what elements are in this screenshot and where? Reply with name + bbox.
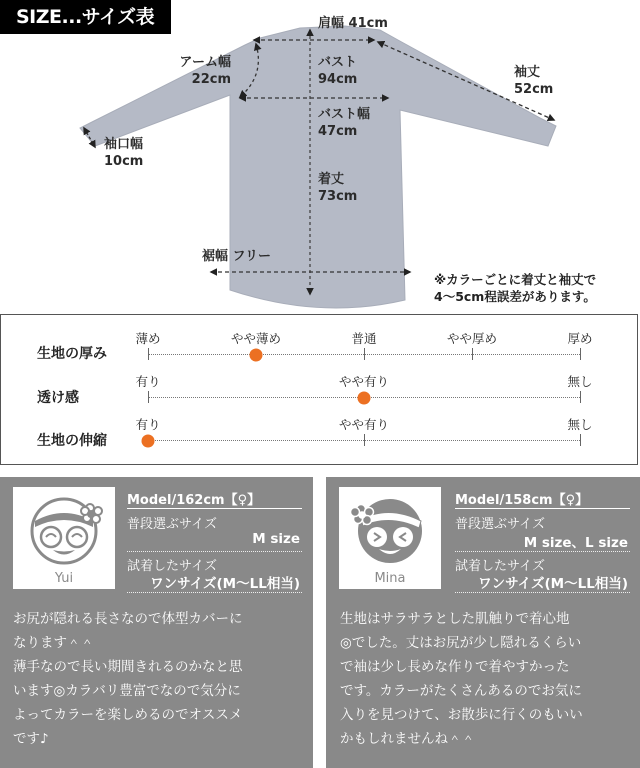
comment-line: ◎でした。丈はお尻が少し隠れるくらい — [340, 635, 582, 651]
bust-measurement — [318, 54, 357, 88]
comment-line: います◎カラバリ豊富でなので気分に — [13, 683, 241, 699]
model-header: Model/162cm【♀】 — [127, 493, 261, 508]
tick-label: やや有り — [338, 374, 390, 389]
length-value: 73cm — [318, 189, 358, 204]
divider — [127, 592, 302, 593]
size-chart-title: SIZE...サイズ表 — [0, 0, 171, 34]
model-header: Model/158cm【♀】 — [455, 493, 589, 508]
tick-label: 厚め — [567, 331, 593, 346]
garment-diagram — [0, 0, 640, 310]
divider — [127, 551, 302, 552]
stretch-marker — [142, 435, 155, 448]
comment-line: 入りを見つけて、お散歩に行くのもいい — [340, 707, 583, 723]
fabric-thickness-label: 生地の厚み — [37, 346, 107, 362]
tick — [148, 348, 149, 360]
comment-line: よってカラーを楽しめるのでオススメ — [13, 707, 243, 723]
comment-line: 生地はサラサラとした肌触りで着心地 — [340, 611, 570, 627]
bust-width-label: バスト幅 — [318, 107, 371, 122]
model-panel-yui — [0, 477, 313, 768]
comment-line: かもしれませんね＾＾ — [340, 731, 475, 747]
usual-size-value: M size — [252, 531, 300, 547]
divider — [127, 508, 302, 509]
model-comment — [13, 607, 243, 751]
usual-size-label: 普段選ぶサイズ — [127, 517, 217, 532]
bust-width-value: 47cm — [318, 124, 358, 139]
winking-face-icon — [339, 487, 441, 567]
note-line-2: 4〜5cm程誤差があります。 — [434, 289, 596, 304]
hem-width-label: 裾幅 — [202, 249, 229, 264]
transparency-marker — [358, 392, 371, 405]
divider — [455, 551, 630, 552]
measurement-note — [434, 271, 596, 305]
model-name: Yui — [54, 571, 74, 586]
bust-width-measurement — [318, 106, 370, 140]
comment-line: です。カラーがたくさんあるのでお気に — [340, 683, 582, 699]
arm-width-measurement — [173, 54, 231, 88]
length-measurement — [318, 171, 357, 205]
tick-label: 有り — [135, 374, 161, 389]
bust-value: 94cm — [318, 72, 358, 87]
stretch-label: 生地の伸縮 — [37, 433, 107, 449]
tried-size-label: 試着したサイズ — [455, 559, 545, 574]
note-line-1: ※カラーごとに着丈と袖丈で — [434, 272, 597, 287]
cuff-width-value: 10cm — [104, 154, 144, 169]
sleeve-length-value: 52cm — [514, 82, 554, 97]
model-name: Mina — [374, 571, 406, 586]
fabric-chart — [0, 314, 638, 465]
tried-size-label: 試着したサイズ — [127, 559, 217, 574]
tick — [148, 391, 149, 403]
shoulder-label: 肩幅 — [318, 16, 345, 31]
tick — [580, 391, 581, 403]
flower-icon — [81, 504, 102, 523]
divider — [455, 508, 630, 509]
tick-label: やや有り — [338, 417, 390, 432]
avatar-yui — [13, 487, 115, 589]
shoulder-measurement — [318, 15, 388, 32]
tick-label: 薄め — [135, 331, 161, 346]
cuff-width-label: 袖口幅 — [104, 137, 144, 152]
bust-label: バスト — [318, 55, 358, 70]
model-panel-mina — [326, 477, 640, 768]
tick-label: 無し — [567, 417, 593, 432]
tick — [580, 434, 581, 446]
model-comment — [340, 607, 583, 751]
comment-line: で袖は少し長めな作りで着やすかった — [340, 659, 570, 675]
tick — [364, 434, 365, 446]
tried-size-value: ワンサイズ(M〜LL相当) — [150, 576, 300, 592]
hem-width-value: フリー — [232, 249, 272, 264]
shoulder-value: 41cm — [348, 16, 388, 31]
thickness-marker — [250, 349, 263, 362]
sleeve-length-label: 袖丈 — [514, 65, 541, 80]
divider — [455, 592, 630, 593]
sleeve-length-measurement — [514, 64, 553, 98]
comment-line: です♪ — [13, 731, 49, 747]
smiling-face-icon — [13, 487, 115, 567]
tick — [364, 348, 365, 360]
arm-width-value: 22cm — [191, 72, 231, 87]
hem-width-measurement — [202, 248, 271, 265]
arm-width-label: アーム幅 — [179, 55, 231, 70]
comment-line: 薄手なので長い期間きれるのかなと思 — [13, 659, 243, 675]
tick-label: やや薄め — [230, 331, 282, 346]
avatar-mina — [339, 487, 441, 589]
length-label: 着丈 — [318, 172, 345, 187]
tried-size-value: ワンサイズ(M〜LL相当) — [478, 576, 628, 592]
usual-size-value: M size、L size — [523, 535, 628, 551]
usual-size-label: 普段選ぶサイズ — [455, 517, 545, 532]
tick — [472, 348, 473, 360]
tick-label: 有り — [135, 417, 161, 432]
comment-line: お尻が隠れる長さなので体型カバーに — [13, 611, 243, 627]
tick-label: やや厚め — [446, 331, 498, 346]
transparency-label: 透け感 — [37, 390, 79, 406]
tick — [580, 348, 581, 360]
tick-label: 無し — [567, 374, 593, 389]
flower-icon — [351, 505, 374, 525]
tick-label: 普通 — [351, 331, 377, 346]
cuff-width-measurement — [104, 136, 143, 170]
comment-line: なります＾＾ — [13, 635, 94, 651]
